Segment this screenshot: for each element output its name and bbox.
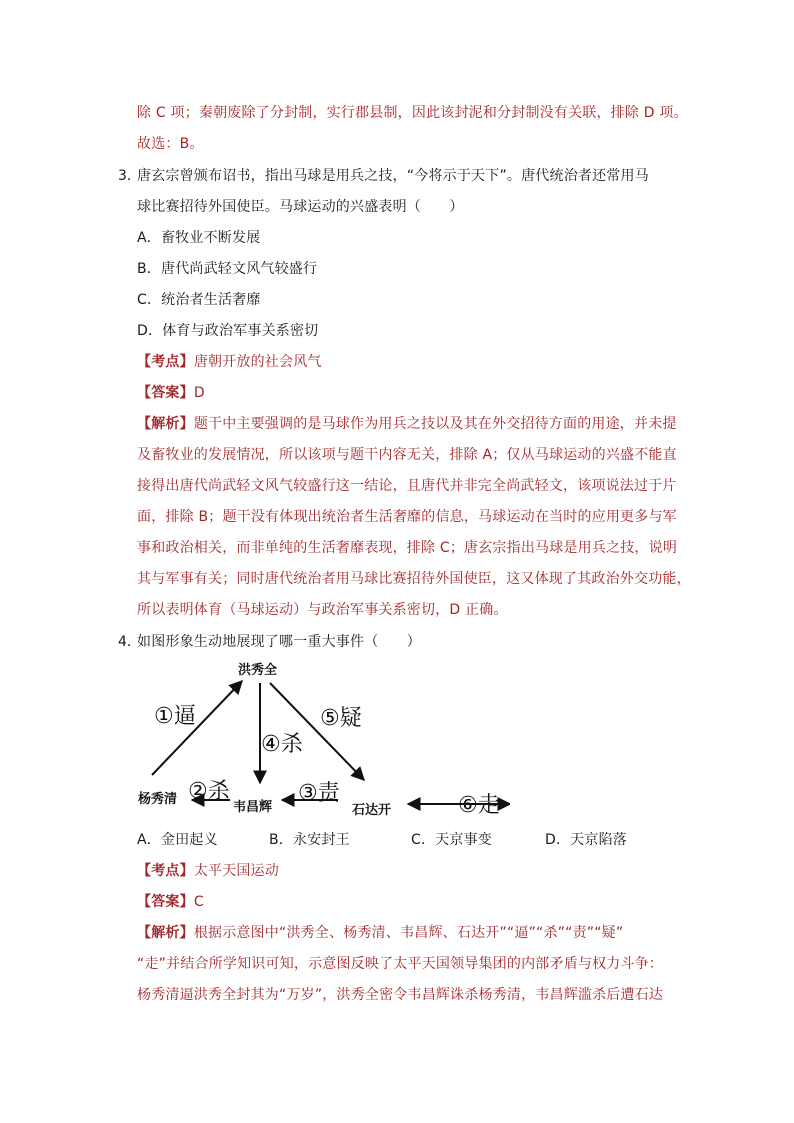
kaodian-text: 唐朝开放的社会风气 <box>193 354 322 370</box>
question-3-jiexi-line-4: 面，排除 B；题干没有体现出统治者生活奢靡的信息，马球运动在当时的应用更多与军 <box>137 509 677 525</box>
label-bi: ①逼 <box>154 704 196 729</box>
question-3-jiexi-line-1 <box>137 414 677 434</box>
question-4-number: 4． <box>118 634 141 650</box>
question-4-stem: 如图形象生动地展现了哪一重大事件（ ） <box>137 634 421 650</box>
kaodian-text: 太平天国运动 <box>193 863 280 879</box>
question-4-jiexi-line-3: 杨秀清逼洪秀全封其为“万岁”，洪秀全密令韦昌辉诛杀杨秀清，韦昌辉滥杀后遭石达 <box>137 987 664 1003</box>
relationship-diagram <box>130 655 510 825</box>
label-sha-4: ④杀 <box>261 732 303 757</box>
answer-tag: 【答案】 <box>137 385 194 401</box>
prev-explanation-line-2: 故选：B。 <box>137 136 204 152</box>
question-3-jiexi-line-5: 事和政治相关，而非单纯的生活奢靡表现，排除 C；唐玄宗指出马球是用兵之技，说明 <box>137 540 678 556</box>
kaodian-tag: 【考点】 <box>137 354 194 370</box>
jiexi-tag: 【解析】 <box>137 925 194 941</box>
question-4-options <box>137 830 627 850</box>
jiexi-text: 题干中主要强调的是马球作为用兵之技以及其在外交招待方面的用途，并未提 <box>193 416 677 432</box>
node-yang-xiuqing: 杨秀清 <box>138 792 178 807</box>
question-3-option-a: A．畜牧业不断发展 <box>137 230 261 246</box>
question-4-kaodian <box>137 861 279 881</box>
question-4-answer <box>137 892 204 912</box>
kaodian-tag: 【考点】 <box>137 863 194 879</box>
jiexi-tag: 【解析】 <box>137 416 194 432</box>
question-4-option-b: B．永安封王 <box>269 832 350 848</box>
question-4-option-d: D．天京陷落 <box>545 832 627 848</box>
answer-text: C <box>193 894 204 910</box>
label-sha-2: ②杀 <box>188 779 230 804</box>
question-3-number: 3． <box>118 168 141 184</box>
question-3-jiexi-line-7: 所以表明体育（马球运动）与政治军事关系密切，D 正确。 <box>137 602 508 618</box>
question-3-kaodian <box>137 352 322 372</box>
question-4-jiexi-line-2: “走”并结合所学知识可知，示意图反映了太平天国领导集团的内部矛盾与权力斗争： <box>137 956 664 972</box>
label-zou: ⑥走 <box>458 793 500 818</box>
question-4-jiexi-line-1 <box>137 923 623 943</box>
question-3-jiexi-line-2: 及畜牧业的发展情况，所以该项与题干内容无关，排除 A；仅从马球运动的兴盛不能直 <box>137 447 677 463</box>
question-3-stem-line-2: 球比赛招待外国使臣。马球运动的兴盛表明（ ） <box>137 199 464 215</box>
question-3-option-b: B．唐代尚武轻文风气较盛行 <box>137 261 318 277</box>
question-3-jiexi-line-3: 接得出唐代尚武轻文风气较盛行这一结论，且唐代并非完全尚武轻文，该项说法过于片 <box>137 478 677 494</box>
answer-text: D <box>193 385 205 401</box>
node-wei-changhui: 韦昌辉 <box>233 800 273 815</box>
question-3-answer <box>137 383 205 403</box>
label-yi: ⑤疑 <box>320 706 362 731</box>
question-3-jiexi-line-6: 其与军事有关；同时唐代统治者用马球比赛招待外国使臣，这又体现了其政治外交功能， <box>137 571 691 587</box>
question-4-option-a: A．金田起义 <box>137 832 218 848</box>
node-hong-xiuquan: 洪秀全 <box>238 663 278 678</box>
question-3-stem-line-1: 唐玄宗曾颁布诏书，指出马球是用兵之技，“今将示于天下”。唐代统治者还常用马 <box>137 168 649 184</box>
prev-explanation-line-1: 除 C 项；秦朝废除了分封制，实行郡县制，因此该封泥和分封制没有关联，排除 D 项。 <box>137 105 688 121</box>
question-3-option-d: D．体育与政治军事关系密切 <box>137 323 319 339</box>
question-3-option-c: C．统治者生活奢靡 <box>137 292 261 308</box>
answer-tag: 【答案】 <box>137 894 194 910</box>
jiexi-text: 根据示意图中“洪秀全、杨秀清、韦昌辉、石达开”“逼”“杀”“责”“疑” <box>193 925 624 941</box>
node-shi-dakai: 石达开 <box>352 803 392 818</box>
question-4-option-c: C．天京事变 <box>411 832 492 848</box>
label-ze: ③责 <box>298 781 340 806</box>
